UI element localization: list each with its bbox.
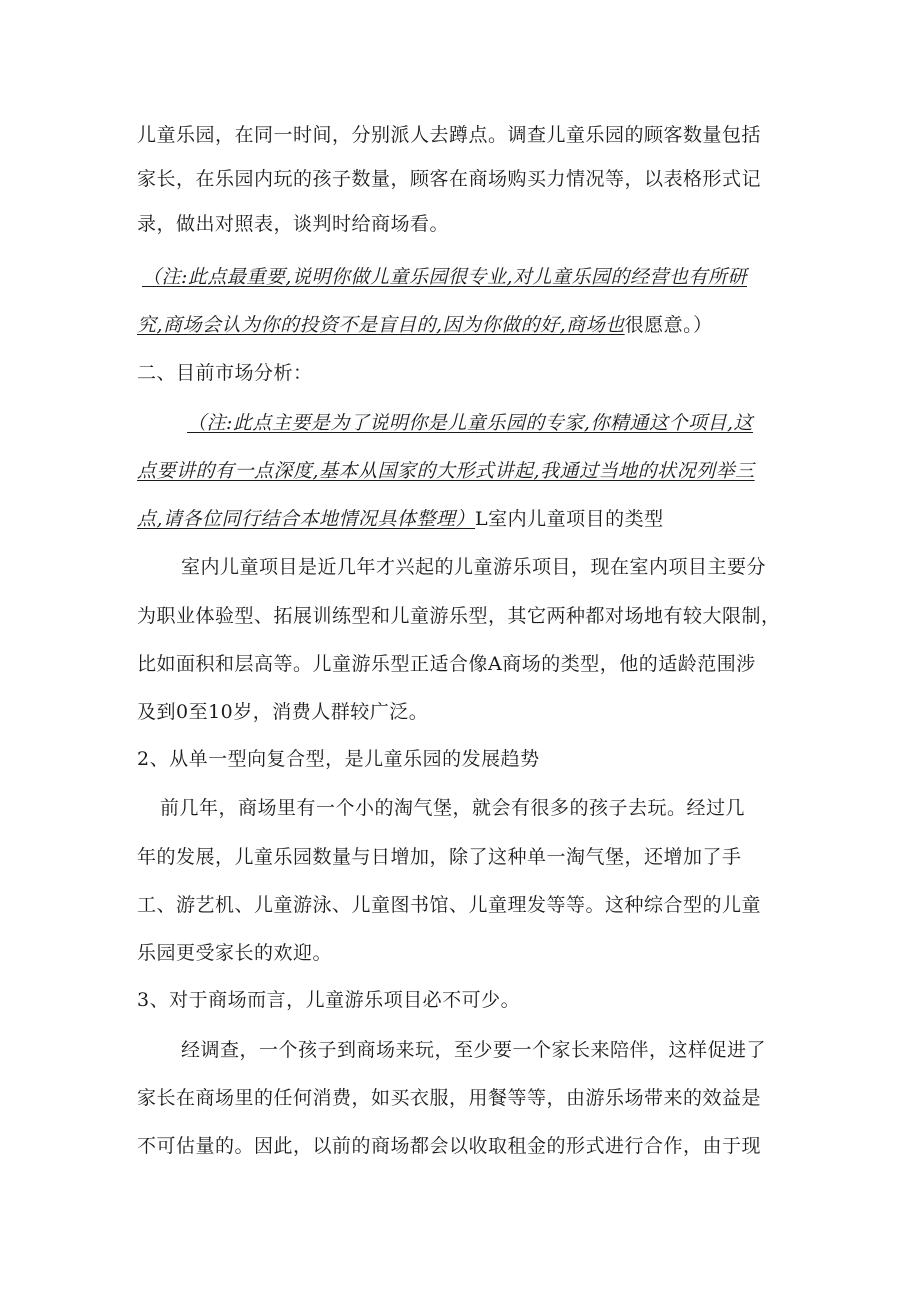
paragraph-line: 比如面积和层高等。儿童游乐型正适合像A商场的类型，他的适龄范围涉: [137, 653, 756, 675]
note-line: 点要讲的有一点深度,基本从国家的大形式讲起,我通过当地的状况列举三: [137, 460, 755, 482]
section-heading: 二、目前市场分析：: [137, 362, 313, 384]
subheading: 2、从单一型向复合型，是儿童乐园的发展趋势: [137, 748, 540, 770]
paragraph-line: 不可估量的。因此，以前的商场都会以收取租金的形式进行合作，由于现: [137, 1135, 762, 1157]
paragraph-line: 家长在商场里的任何消费，如买衣服，用餐等等，由游乐场带来的效益是: [137, 1087, 762, 1109]
paragraph-line: 室内儿童项目是近几年才兴起的儿童游乐项目，现在室内项目主要分: [181, 556, 767, 578]
paragraph-line: 工、游艺机、儿童游泳、儿童图书馆、儿童理发等等。这种综合型的儿童: [137, 894, 762, 916]
paragraph-line: 家长，在乐园内玩的孩子数量，顾客在商场购买力情况等，以表格形式记: [137, 168, 762, 190]
note-line: （注:此点最重要,说明你做儿童乐园很专业,对儿童乐园的经营也有所研: [142, 266, 747, 288]
subheading-inline: L室内儿童项目的类型: [475, 508, 664, 530]
paragraph-line: 年的发展，儿童乐园数量与日增加，除了这种单一淘气堡，还增加了手: [137, 846, 742, 868]
note-line-segment: 究,商场会认为你的投资不是盲目的,因为你做的好,商场也: [137, 314, 625, 336]
note-line-wrapper: [137, 507, 664, 531]
note-line-tail: 很愿意。）: [624, 314, 713, 336]
paragraph-line: 及到0至10岁，消费人群较广泛。: [137, 701, 429, 723]
paragraph-line: 儿童乐园，在同一时间，分别派人去蹲点。调查儿童乐园的顾客数量包括: [137, 124, 762, 146]
note-line-segment: 点,请各位同行结合本地情况具体整理）: [137, 508, 476, 530]
note-line: （注:此点主要是为了说明你是儿童乐园的专家,你精通这个项目,这: [187, 412, 753, 434]
paragraph-line: 前几年，商场里有一个小的淘气堡，就会有很多的孩子去玩。经过几: [160, 797, 746, 819]
subheading: 3、对于商场而言，儿童游乐项目必不可少。: [137, 989, 521, 1011]
paragraph-line: 经调查，一个孩子到商场来玩，至少要一个家长来陪伴，这样促进了: [181, 1039, 767, 1061]
paragraph-line: 乐园更受家长的欢迎。: [137, 942, 333, 964]
note-line-wrapper: [137, 313, 713, 337]
paragraph-line: 录，做出对照表，谈判时给商场看。: [137, 213, 450, 235]
paragraph-line: 为职业体验型、拓展训练型和儿童游乐型，其它两种都对场地有较大限制，: [137, 605, 781, 627]
